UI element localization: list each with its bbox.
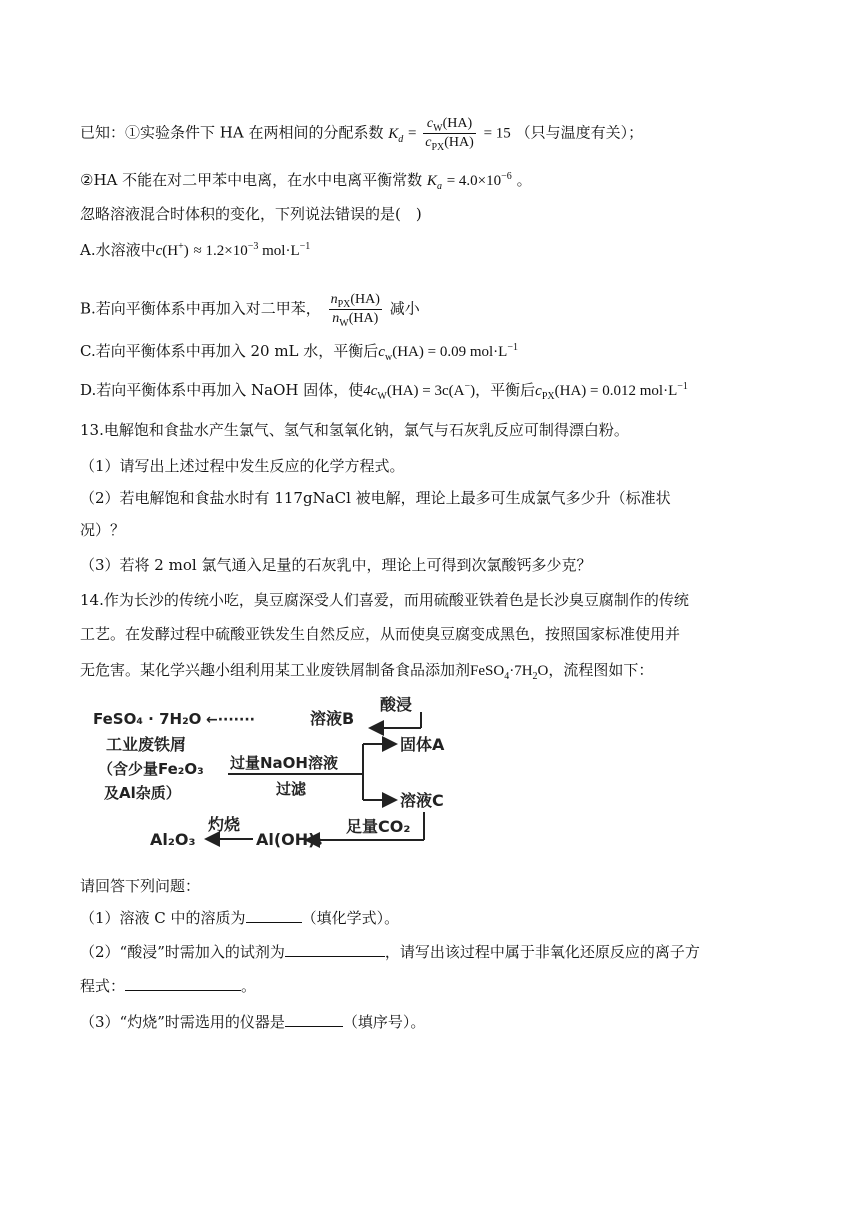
- flow-aloh3: Al(OH)₃: [256, 830, 323, 849]
- q13-part2b: 况）？: [80, 521, 126, 539]
- option-b: B.若向平衡体系中再加入对二甲苯， $\frac{n_{PX}(HA)}{n_W(HA)}$ 减小: [80, 292, 420, 329]
- q13-part3: （3）若将 2 mol 氯气通入足量的石灰乳中，理论上可得到次氯酸钙多少克？: [80, 556, 592, 574]
- q13-title: 13.电解饱和食盐水产生氯气、氢气和氢氧化钠，氯气与石灰乳反应可制得漂白粉。: [80, 421, 629, 439]
- option-b-fraction: $\frac{n_{PX}(HA)}{n_W(HA)}$: [330, 292, 380, 329]
- flow-solid-a: 固体A: [400, 735, 445, 754]
- answer-blank-1[interactable]: [246, 908, 302, 923]
- flow-acid-leach: 酸浸: [380, 695, 413, 714]
- flow-al2o3: Al₂O₃: [150, 830, 196, 849]
- feso4-formula: $FeSO_4\cdot 7H_2O$: [470, 663, 549, 682]
- flow-waste-note1: （含少量Fe₂O₃: [98, 760, 204, 778]
- flow-waste-iron: 工业废铁屑: [106, 735, 187, 754]
- answer-blank-2[interactable]: [285, 942, 385, 957]
- answer-blank-3[interactable]: [125, 976, 241, 991]
- flow-feso4: FeSO₄ · 7H₂O: [93, 710, 202, 728]
- kd-value: = 15: [483, 125, 511, 142]
- flow-waste-note2: 及Al杂质）: [104, 784, 181, 802]
- question-stem: 忽略溶液混合时体积的变化，下列说法错误的是( ): [80, 205, 422, 223]
- known-kd-line: 已知：①实验条件下 HA 在两相间的分配系数 $K_d$ = $\frac{c_W(HA)}{c_{PX}(HA)}$ = 15 （只与温度有关）；: [80, 116, 644, 153]
- flow-naoh: 过量NaOH溶液: [230, 754, 338, 772]
- known-prefix: 已知：①实验条件下 HA 在两相间的分配系数: [80, 123, 384, 142]
- q14-line3: 无危害。某化学兴趣小组利用某工业废铁屑制备食品添加剂$FeSO_4\cdot 7H_2O$，流程图如下：: [80, 661, 654, 682]
- option-d: D.若向平衡体系中再加入 NaOH 固体，使$4c_W(HA) = 3c(A^-)$，平衡后$c_{PX}(HA) = 0.012$ $mol\cdot L^{-1}$: [80, 381, 688, 402]
- kd-note: （只与温度有关）；: [515, 123, 644, 142]
- option-c: C.若向平衡体系中再加入 20 mL 水，平衡后$c_w(HA) = 0.09$ $mol\cdot L^{-1}$: [80, 342, 518, 363]
- flow-dots: ←·······: [206, 712, 255, 728]
- flow-burn: 灼烧: [208, 815, 241, 834]
- question-1: （1）溶液 C 中的溶质为 （填化学式）。: [80, 909, 400, 927]
- flow-solution-b: 溶液B: [310, 709, 355, 728]
- q13-part1: （1）请写出上述过程中发生反应的化学方程式。: [80, 457, 405, 475]
- q14-line2: 工艺。在发酵过程中硫酸亚铁发生自然反应，从而使臭豆腐变成黑色，按照国家标准使用并: [80, 625, 681, 643]
- option-a: A.水溶液中$c(H^+) \approx 1.2\times 10^{-3}$ $mol\cdot L^{-1}$: [80, 241, 311, 259]
- ka-line: ②HA 不能在对二甲苯中电离，在水中电离平衡常数 $K_a = 4.0\times 10^{-6}$ 。: [80, 171, 532, 192]
- question-3: （3）“灼烧”时需选用的仪器是 （填序号）。: [80, 1013, 426, 1031]
- flow-filter: 过滤: [276, 780, 307, 798]
- flow-solution-c: 溶液C: [400, 791, 444, 810]
- kd-symbol: $K_d$: [388, 125, 404, 145]
- process-flowchart: [88, 690, 478, 860]
- answer-blank-4[interactable]: [285, 1012, 343, 1027]
- flow-co2: 足量CO₂: [346, 817, 411, 836]
- q14-line1: 14.作为长沙的传统小吃，臭豆腐深受人们喜爱，而用硫酸亚铁着色是长沙臭豆腐制作的传统: [80, 591, 689, 609]
- kd-fraction: $\frac{c_W(HA)}{c_{PX}(HA)}$: [425, 116, 474, 153]
- question-2: （2）“酸浸”时需加入的试剂为 ，请写出该过程中属于非氧化还原反应的离子方: [80, 943, 700, 961]
- question-2-cont: 程式： 。: [80, 977, 257, 995]
- questions-intro: 请回答下列问题：: [80, 877, 201, 895]
- ka-symbol: $K_a$: [426, 173, 442, 192]
- q13-part2a: （2）若电解饱和食盐水时有 117gNaCl 被电解，理论上最多可生成氯气多少升（标准状: [80, 489, 671, 507]
